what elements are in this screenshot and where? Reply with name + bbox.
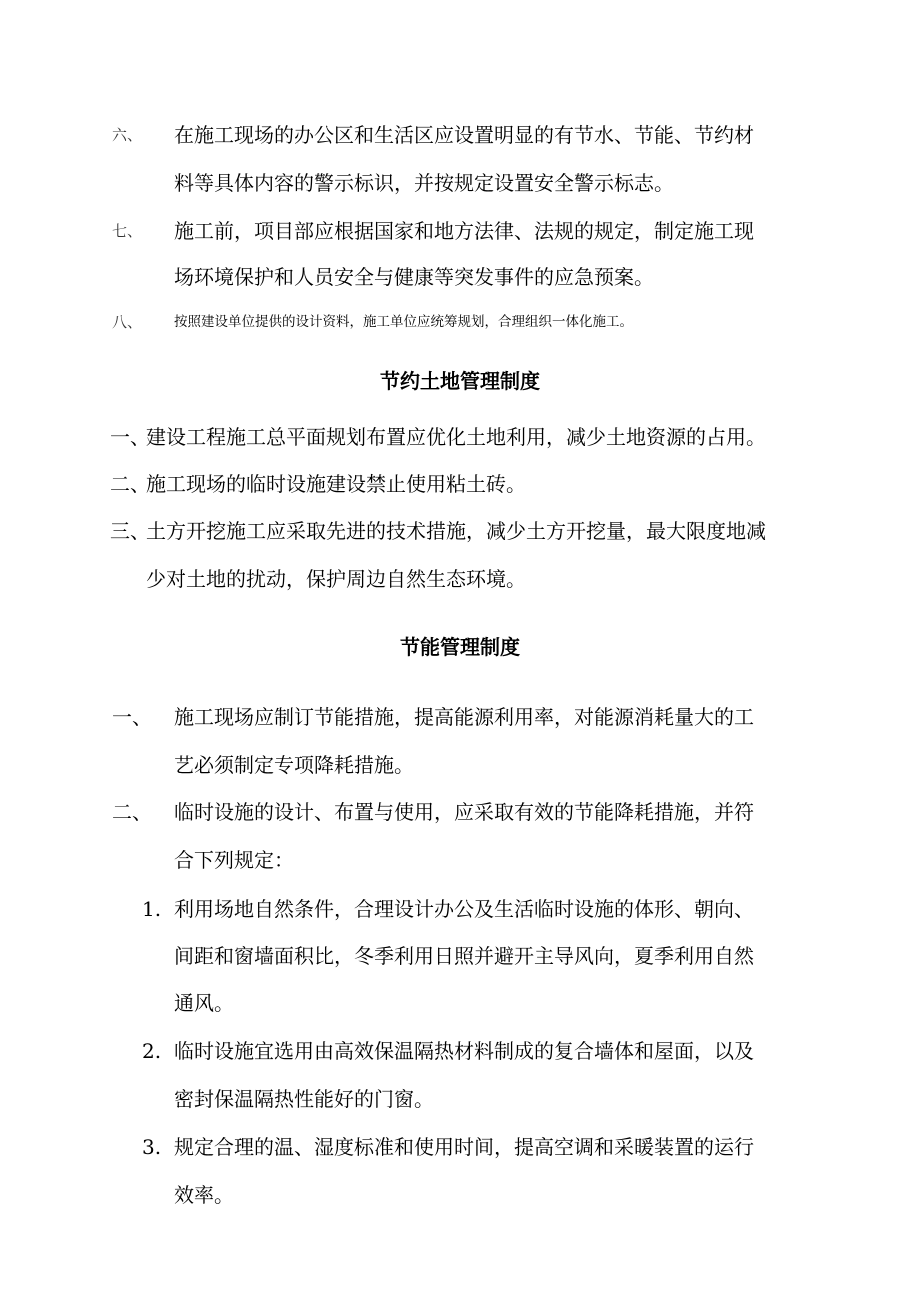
item-number: 一、: [112, 705, 152, 729]
item-number: 一、: [110, 425, 150, 449]
sub-item-text: 效率。: [174, 1183, 234, 1207]
item-text: 施工前，项目部应根据国家和地方法律、法规的规定，制定施工现: [174, 219, 754, 243]
item-number: 二、: [112, 800, 152, 824]
item-text: 少对土地的扰动，保护周边自然生态环境。: [146, 567, 526, 591]
item-text: 建设工程施工总平面规划布置应优化土地利用，减少土地资源的占用。: [146, 425, 766, 449]
item-text: 料等具体内容的警示标识，并按规定设置安全警示标志。: [174, 171, 674, 195]
item-text: 合下列规定：: [174, 848, 294, 872]
sub-item-text: 利用场地自然条件，合理设计办公及生活临时设施的体形、朝向、: [174, 897, 754, 921]
sub-item-text: 规定合理的温、湿度标准和使用时间，提高空调和采暖装置的运行: [174, 1135, 754, 1159]
item-number: 八、: [112, 313, 143, 331]
item-number: 七、: [112, 222, 143, 240]
item-text: 艺必须制定专项降耗措施。: [174, 753, 414, 777]
item-number: 三、: [110, 519, 150, 543]
sub-item-number: 3.: [142, 1135, 162, 1159]
sub-item-number: 1.: [142, 897, 162, 921]
item-text: 场环境保护和人员安全与健康等突发事件的应急预案。: [174, 265, 654, 289]
section-title-energy: 节能管理制度: [400, 635, 520, 659]
sub-item-text: 间距和窗墙面积比，冬季利用日照并避开主导风向，夏季利用自然: [174, 944, 754, 968]
sub-item-text: 通风。: [174, 991, 234, 1015]
item-number: 六、: [112, 126, 143, 144]
sub-item-text: 临时设施宜选用由高效保温隔热材料制成的复合墙体和屋面，以及: [174, 1039, 754, 1063]
sub-item-number: 2.: [142, 1039, 162, 1063]
item-text: 按照建设单位提供的设计资料，施工单位应统筹规划，合理组织一体化施工。: [174, 314, 633, 330]
item-number: 二、: [110, 472, 150, 496]
item-text: 临时设施的设计、布置与使用，应采取有效的节能降耗措施，并符: [174, 800, 754, 824]
item-text: 施工现场应制订节能措施，提高能源利用率，对能源消耗量大的工: [174, 705, 754, 729]
sub-item-text: 密封保温隔热性能好的门窗。: [174, 1087, 434, 1111]
item-text: 施工现场的临时设施建设禁止使用粘土砖。: [146, 472, 526, 496]
section-title-land: 节约土地管理制度: [380, 369, 540, 393]
item-text: 土方开挖施工应采取先进的技术措施，减少土方开挖量，最大限度地减: [146, 519, 766, 543]
item-text: 在施工现场的办公区和生活区应设置明显的有节水、节能、节约材: [174, 123, 754, 147]
